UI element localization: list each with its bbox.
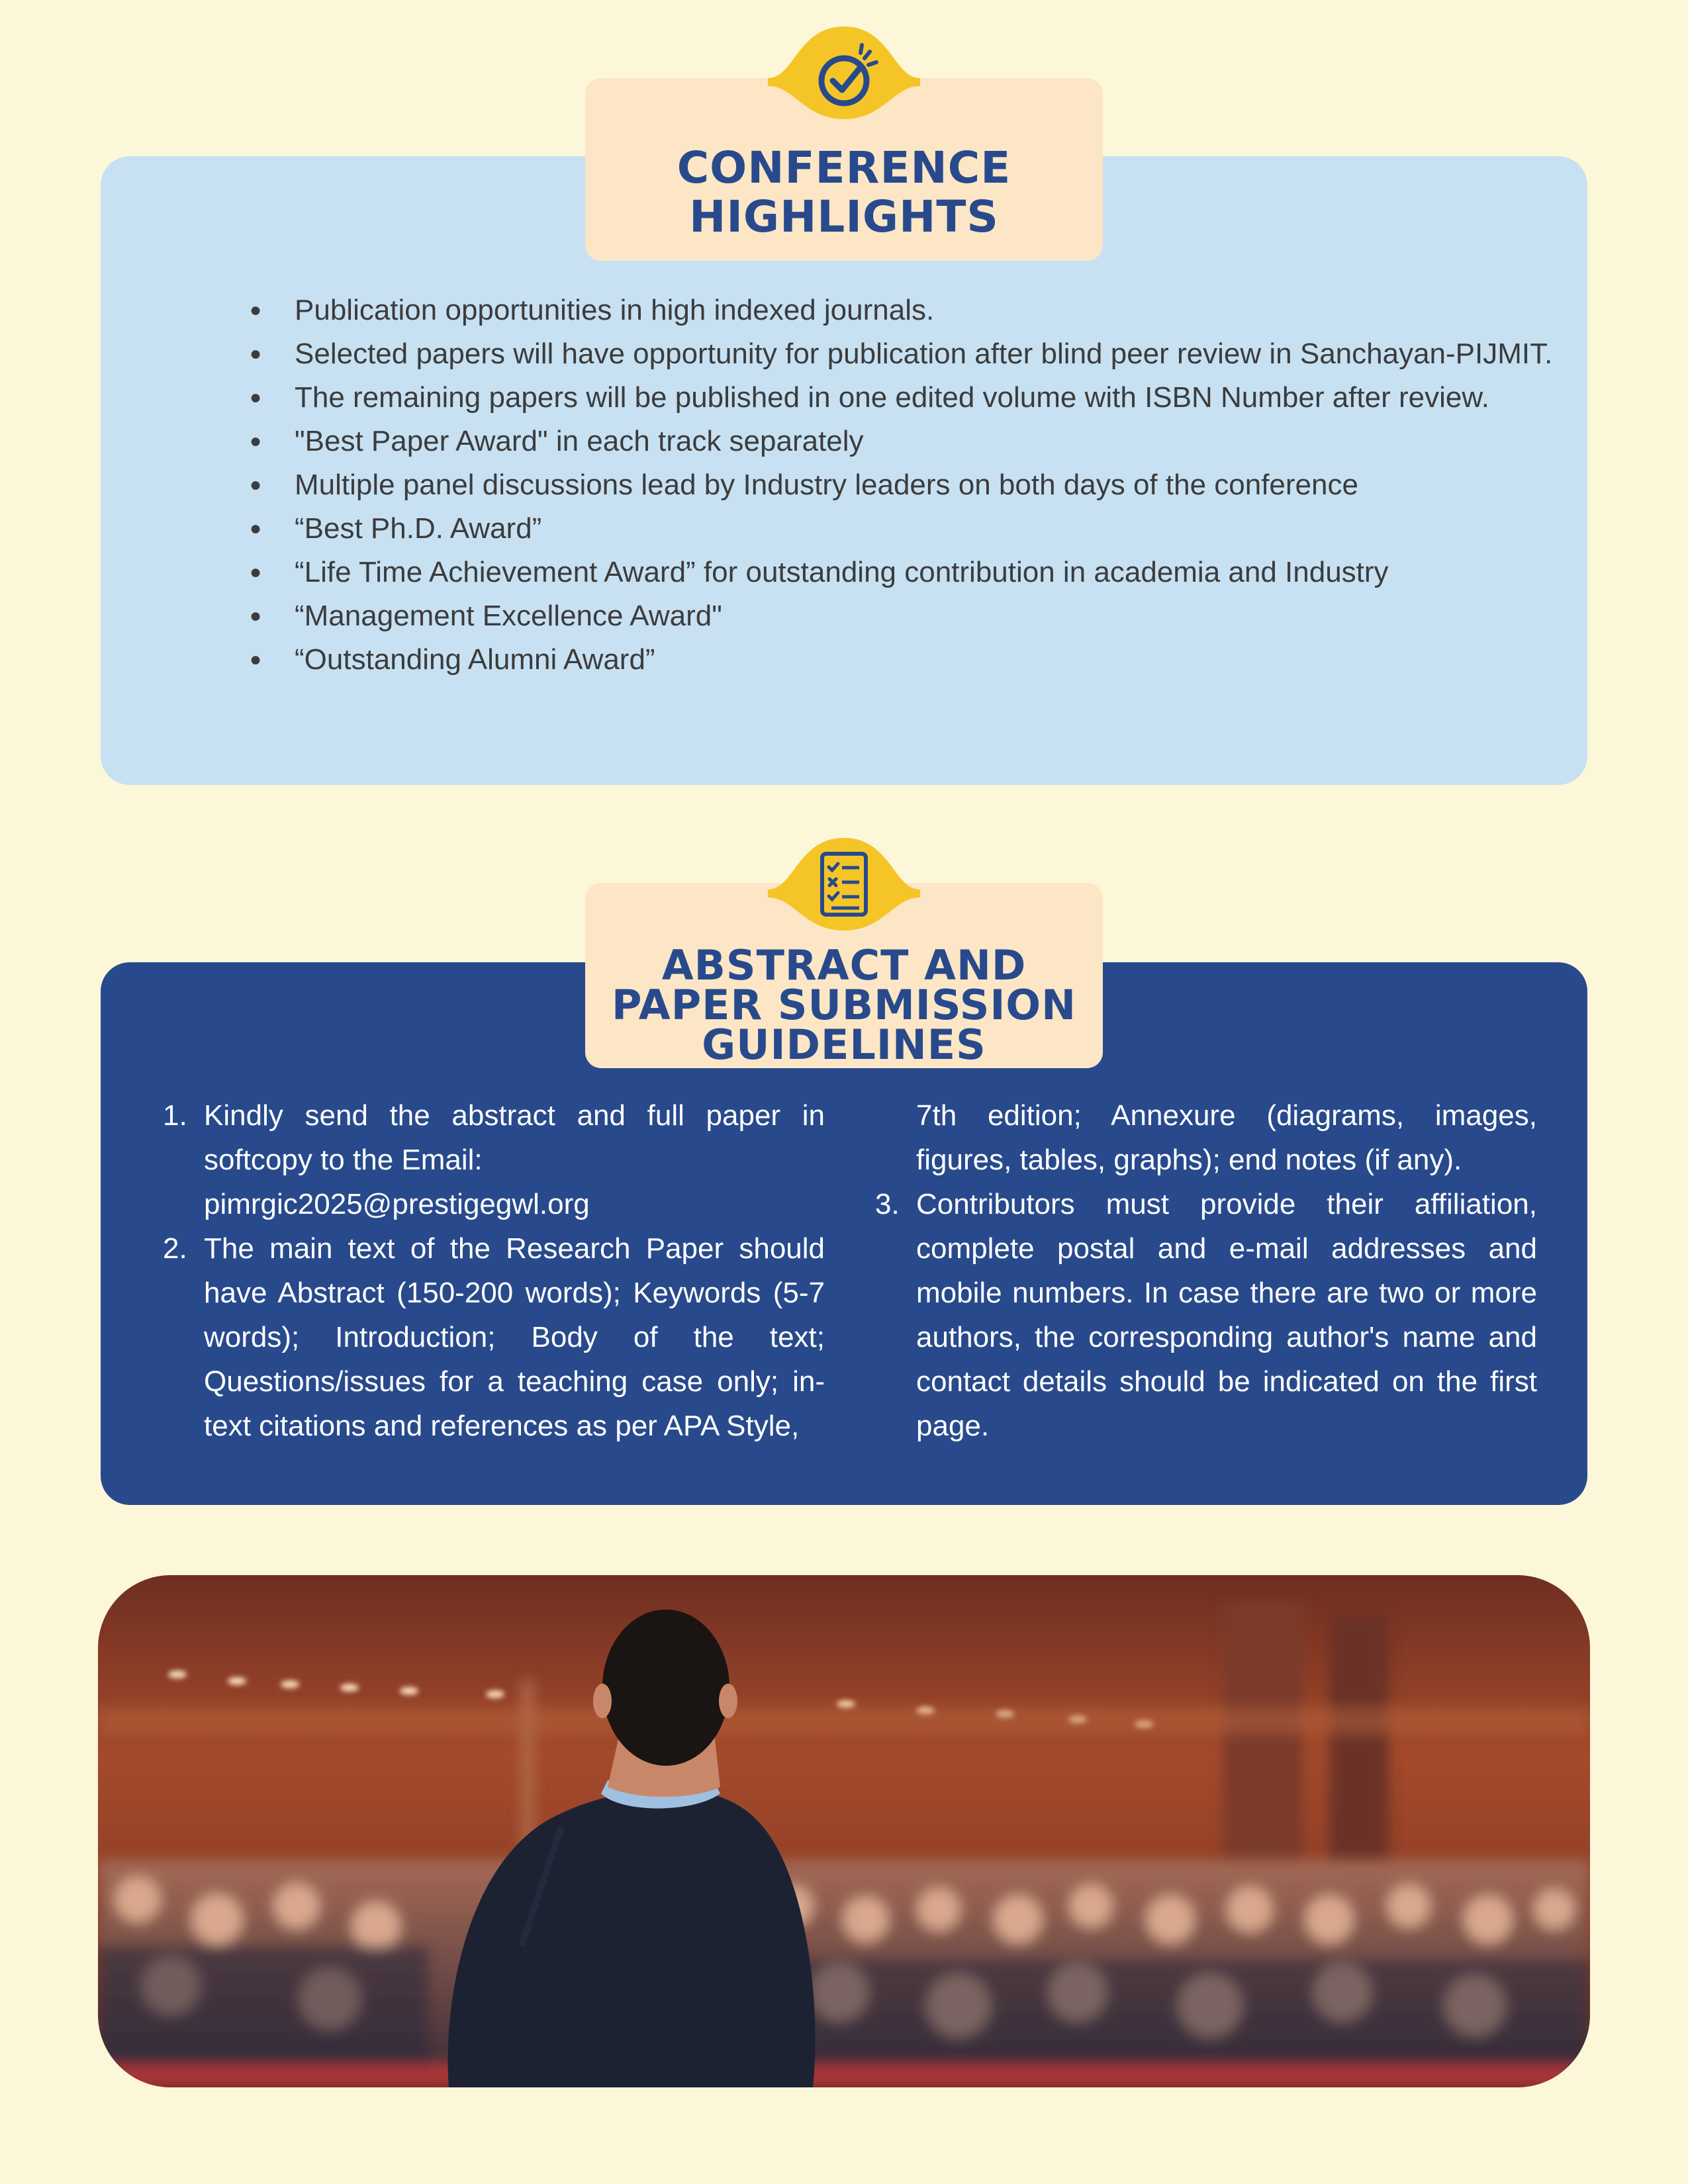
highlight-item (195, 594, 1559, 638)
bullet-icon: ● (250, 518, 262, 539)
guideline-number: 1. (163, 1099, 187, 1132)
highlight-text: “Management Excellence Award" (295, 600, 722, 632)
guidelines-title-line3: GUIDELINES (702, 1021, 986, 1069)
highlight-item (195, 551, 1559, 594)
check-badge-icon (768, 26, 920, 119)
guidelines-title-line2: PAPER SUBMISSION (611, 981, 1077, 1029)
guideline-text: Contributors must provide their affiliation, complete postal and e-mail addresses and mobile numbers. In case there are two or more authors, the corresponding author's name and contact details should be indicated on the first page. (916, 1188, 1537, 1442)
guidelines-column-right (875, 1093, 1537, 1448)
highlight-item (195, 463, 1559, 507)
highlights-list (195, 289, 1559, 682)
highlight-text: “Life Time Achievement Award” for outstanding contribution in academia and Industry (295, 556, 1389, 588)
highlight-text: “Outstanding Alumni Award” (295, 643, 655, 676)
bullet-icon: ● (250, 387, 262, 408)
guidelines-title-line1: ABSTRACT AND (661, 941, 1027, 989)
bullet-icon: ● (250, 474, 262, 496)
highlight-item (195, 507, 1559, 551)
guideline-text: The main text of the Research Paper should have Abstract (150-200 words); Keywords (5-7 words); Introduction; Body of the text; Questions/issues for a teaching case only; in-text citations and references as per APA Style, (204, 1232, 825, 1442)
highlights-title-line2: HIGHLIGHTS (689, 191, 999, 242)
bullet-icon: ● (250, 343, 262, 365)
highlight-item (195, 638, 1559, 682)
checklist-icon (768, 838, 920, 931)
guideline-item (875, 1182, 1537, 1448)
highlight-text: The remaining papers will be published in one edited volume with ISBN Number after review. (295, 381, 1489, 414)
guideline-item (163, 1093, 825, 1226)
guideline-text: Kindly send the abstract and full paper in softcopy to the Email: (204, 1099, 825, 1176)
guidelines-column-left (163, 1093, 825, 1448)
conference-audience-photo (98, 1575, 1590, 2087)
highlight-text: "Best Paper Award" in each track separately (295, 425, 864, 457)
guideline-text-continuation: 7th edition; Annexure (diagrams, images, figures, tables, graphs); end notes (if any). (916, 1099, 1537, 1176)
highlight-item (195, 289, 1559, 332)
highlight-text: “Best Ph.D. Award” (295, 512, 542, 545)
highlight-text: Multiple panel discussions lead by Industry leaders on both days of the conference (295, 469, 1358, 501)
bullet-icon: ● (250, 430, 262, 452)
bullet-icon: ● (250, 649, 262, 670)
speaker-audience-image (98, 1575, 1590, 2087)
submission-email-link[interactable]: pimrgic2025@prestigegwl.org (204, 1188, 590, 1220)
highlight-item (195, 420, 1559, 463)
highlight-text: Publication opportunities in high indexed journals. (295, 294, 935, 326)
highlights-title-line1: CONFERENCE (677, 142, 1011, 193)
highlight-item (195, 376, 1559, 420)
bullet-icon: ● (250, 299, 262, 321)
bullet-icon: ● (250, 561, 262, 583)
highlight-text: Selected papers will have opportunity for publication after blind peer review in Sanchayan-PIJMIT. (295, 338, 1553, 370)
guideline-number: 2. (163, 1232, 187, 1265)
guideline-item (163, 1226, 825, 1448)
bullet-icon: ● (250, 605, 262, 627)
guideline-number: 3. (875, 1188, 900, 1220)
highlight-item (195, 332, 1559, 376)
